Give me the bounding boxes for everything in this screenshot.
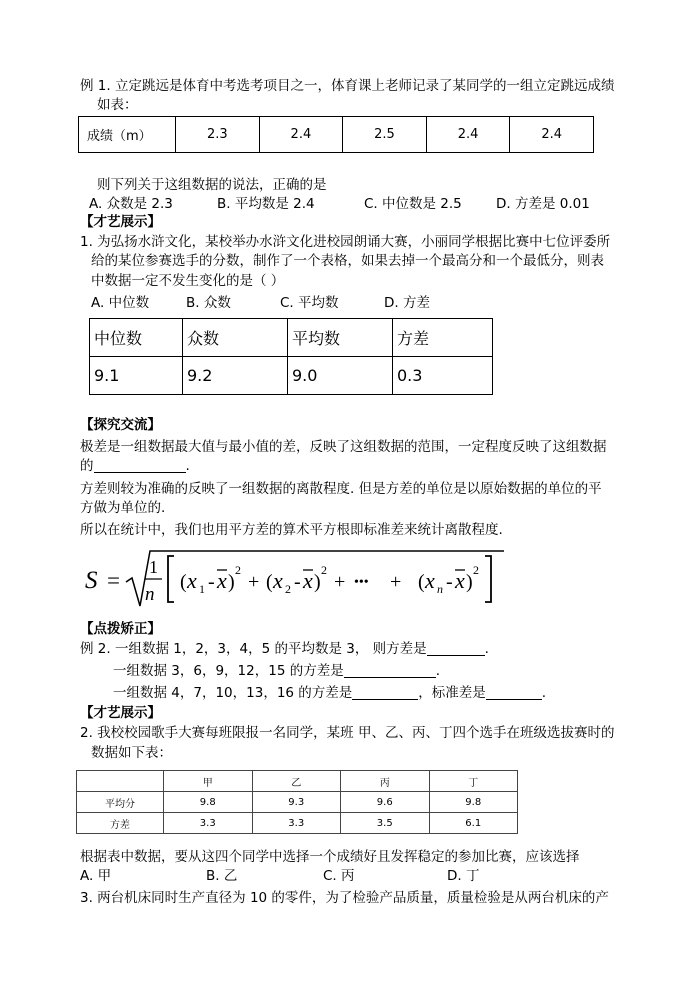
table-row: [90, 319, 493, 357]
ex2-line2-end: .: [435, 663, 441, 679]
table-cell: 丁: [429, 771, 518, 792]
ex2-line1-end: .: [484, 641, 489, 657]
q2-line2: 数据如下表：: [91, 745, 172, 761]
ex1-option-c: C. 中位数是 2.5: [364, 196, 462, 212]
ex2-line3-text: 一组数据 4，7，10，13，16 的方差是: [113, 685, 353, 701]
table-cell: 2.4: [510, 117, 594, 153]
ex1-option-d: D. 方差是 0.01: [496, 196, 590, 212]
table-cell: 2.3: [176, 117, 260, 153]
q2-option-b: B. 乙: [206, 868, 238, 884]
formula-x: x: [187, 568, 197, 593]
q1-option-a: A. 中位数: [91, 295, 150, 311]
ex2-line2-text: 一组数据 3，6，9，12，15 的方差是: [113, 663, 344, 679]
answer-blank: [427, 641, 485, 656]
ex1-option-a: A. 众数是 2.3: [89, 196, 173, 212]
table-row: [77, 813, 518, 834]
explore-line5: 所以在统计中，我们也用平方差的算术平方根即标准差来统计离散程度.: [80, 522, 503, 538]
table-row: [79, 117, 594, 153]
q1-option-b: B. 众数: [186, 295, 231, 311]
table-cell: 2.4: [259, 117, 343, 153]
table-cell: [77, 771, 164, 792]
ex1-line2: 如表：: [97, 97, 138, 113]
q1-option-d: D. 方差: [384, 295, 430, 311]
table-cell: 9.3: [252, 792, 341, 813]
ex2-line3: [113, 684, 546, 702]
table-cell: 平均数: [288, 319, 393, 357]
paren: (: [180, 571, 187, 593]
paren: ): [228, 571, 235, 593]
ex1-table: [78, 116, 594, 153]
formula-plus: +: [390, 571, 402, 593]
ex2-line2: [113, 662, 440, 680]
table-cell: 6.1: [429, 813, 518, 834]
ex1-option-b: B. 平均数是 2.4: [217, 196, 315, 212]
paren: ): [466, 571, 473, 593]
table-cell: 9.8: [429, 792, 518, 813]
table-cell: 9.8: [164, 792, 253, 813]
q2-option-c: C. 丙: [323, 868, 355, 884]
formula-x: x: [425, 568, 435, 593]
table-cell: 平均分: [77, 792, 164, 813]
section-heading-4: 【才艺展示】: [80, 705, 161, 721]
formula-sub2: 2: [285, 582, 291, 596]
table-cell: 2.4: [426, 117, 510, 153]
formula-sub1: 1: [199, 582, 205, 596]
formula-xbar: x: [217, 568, 227, 593]
ex2-line3-mid: ，标准差是: [418, 685, 486, 701]
formula-one: 1: [149, 557, 158, 577]
formula-subn: n: [437, 582, 443, 596]
formula-n: n: [145, 584, 155, 605]
formula-plus: +: [334, 571, 346, 593]
ex1-question: 则下列关于这组数据的说法，正确的是: [97, 177, 327, 193]
formula-xbar: x: [303, 568, 313, 593]
table-cell: 方差: [393, 319, 493, 357]
table-cell: 乙: [252, 771, 341, 792]
answer-blank: [344, 663, 436, 678]
explore-line1: 极差是一组数据最大值与最小值的差，反映了这组数据的范围，一定程度反映了这组数据: [80, 439, 607, 455]
formula-lhs: S: [85, 567, 98, 594]
table-row: [90, 357, 493, 395]
q1-table: [89, 318, 493, 395]
table-cell: 3.3: [252, 813, 341, 834]
table-cell: 2.5: [343, 117, 427, 153]
q3-line1: 3. 两台机床同时生产直径为 10 的零件，为了检验产品质量，质量检验是从两台机床的产: [80, 890, 609, 906]
right-bracket: [485, 556, 491, 602]
explore-line2-text: 的: [80, 458, 94, 474]
table-cell: 3.3: [164, 813, 253, 834]
formula-dots: •••: [354, 575, 369, 590]
table-cell: 甲: [164, 771, 253, 792]
formula-sup: 2: [321, 563, 327, 577]
formula-minus: -: [208, 571, 215, 593]
table-row: [77, 771, 518, 792]
q2-option-d: D. 丁: [447, 868, 480, 884]
formula-sup: 2: [235, 563, 241, 577]
formula-x: x: [273, 568, 283, 593]
answer-blank: [94, 458, 186, 473]
q1-line1: 1. 为弘扬水浒文化，某校举办水浒文化进校园朗诵大赛，小丽同学根据比赛中七位评委所: [80, 234, 611, 250]
ex2-line1-text: 例 2. 一组数据 1，2，3，4，5 的平均数是 3， 则方差是: [80, 641, 427, 657]
formula-plus: +: [248, 571, 260, 593]
table-cell: 3.5: [341, 813, 430, 834]
q1-option-c: C. 平均数: [280, 295, 339, 311]
section-heading-2: 【探究交流】: [80, 417, 161, 433]
section-heading-1: 【才艺展示】: [80, 214, 161, 230]
table-cell: 9.6: [341, 792, 430, 813]
standard-deviation-formula: [82, 548, 507, 610]
explore-line2-end: .: [185, 458, 190, 474]
paren: (: [266, 571, 273, 593]
q2-table: [76, 770, 518, 834]
table-cell: 丙: [341, 771, 430, 792]
formula-eq: =: [107, 568, 120, 593]
explore-line3: 方差则较为准确的反映了一组数据的离散程度. 但是方差的单位是以原始数据的单位的平: [80, 481, 602, 497]
q2-question: 根据表中数据，要从这四个同学中选择一个成绩好且发挥稳定的参加比赛，应该选择: [80, 849, 580, 865]
formula-sup: 2: [473, 563, 479, 577]
table-cell: 众数: [183, 319, 288, 357]
section-heading-3: 【点拨矫正】: [80, 621, 161, 637]
formula-minus: -: [446, 571, 453, 593]
paren: (: [418, 571, 425, 593]
table-cell: 9.1: [90, 357, 183, 395]
table-cell: 9.0: [288, 357, 393, 395]
table-row: [77, 792, 518, 813]
q2-line1: 2. 我校校园歌手大赛每班限报一名同学，某班 甲、乙、丙、丁四个选手在班级选拔赛时的: [80, 725, 615, 741]
table-cell: 成绩（m）: [79, 117, 176, 153]
ex2-line3-end: .: [541, 685, 547, 701]
formula-minus: -: [294, 571, 301, 593]
table-cell: 9.2: [183, 357, 288, 395]
left-bracket: [168, 556, 174, 602]
table-cell: 0.3: [393, 357, 493, 395]
table-cell: 中位数: [90, 319, 183, 357]
q1-line2: 给的某位参赛选手的分数，制作了一个表格，如果去掉一个最高分和一个最低分，则表: [91, 253, 604, 269]
q2-option-a: A. 甲: [80, 868, 112, 884]
formula-xbar: x: [455, 568, 465, 593]
explore-line2: [80, 457, 190, 475]
ex1-line1: 例 1. 立定跳远是体育中考选考项目之一，体育课上老师记录了某同学的一组立定跳远成绩: [80, 78, 615, 94]
answer-blank: [352, 685, 418, 700]
q1-line3: 中数据一定不发生变化的是（ ）: [91, 273, 285, 289]
table-cell: 方差: [77, 813, 164, 834]
explore-line4: 方做为单位的.: [80, 500, 166, 516]
answer-blank: [486, 685, 542, 700]
ex2-line1: [80, 640, 489, 658]
paren: ): [314, 571, 321, 593]
